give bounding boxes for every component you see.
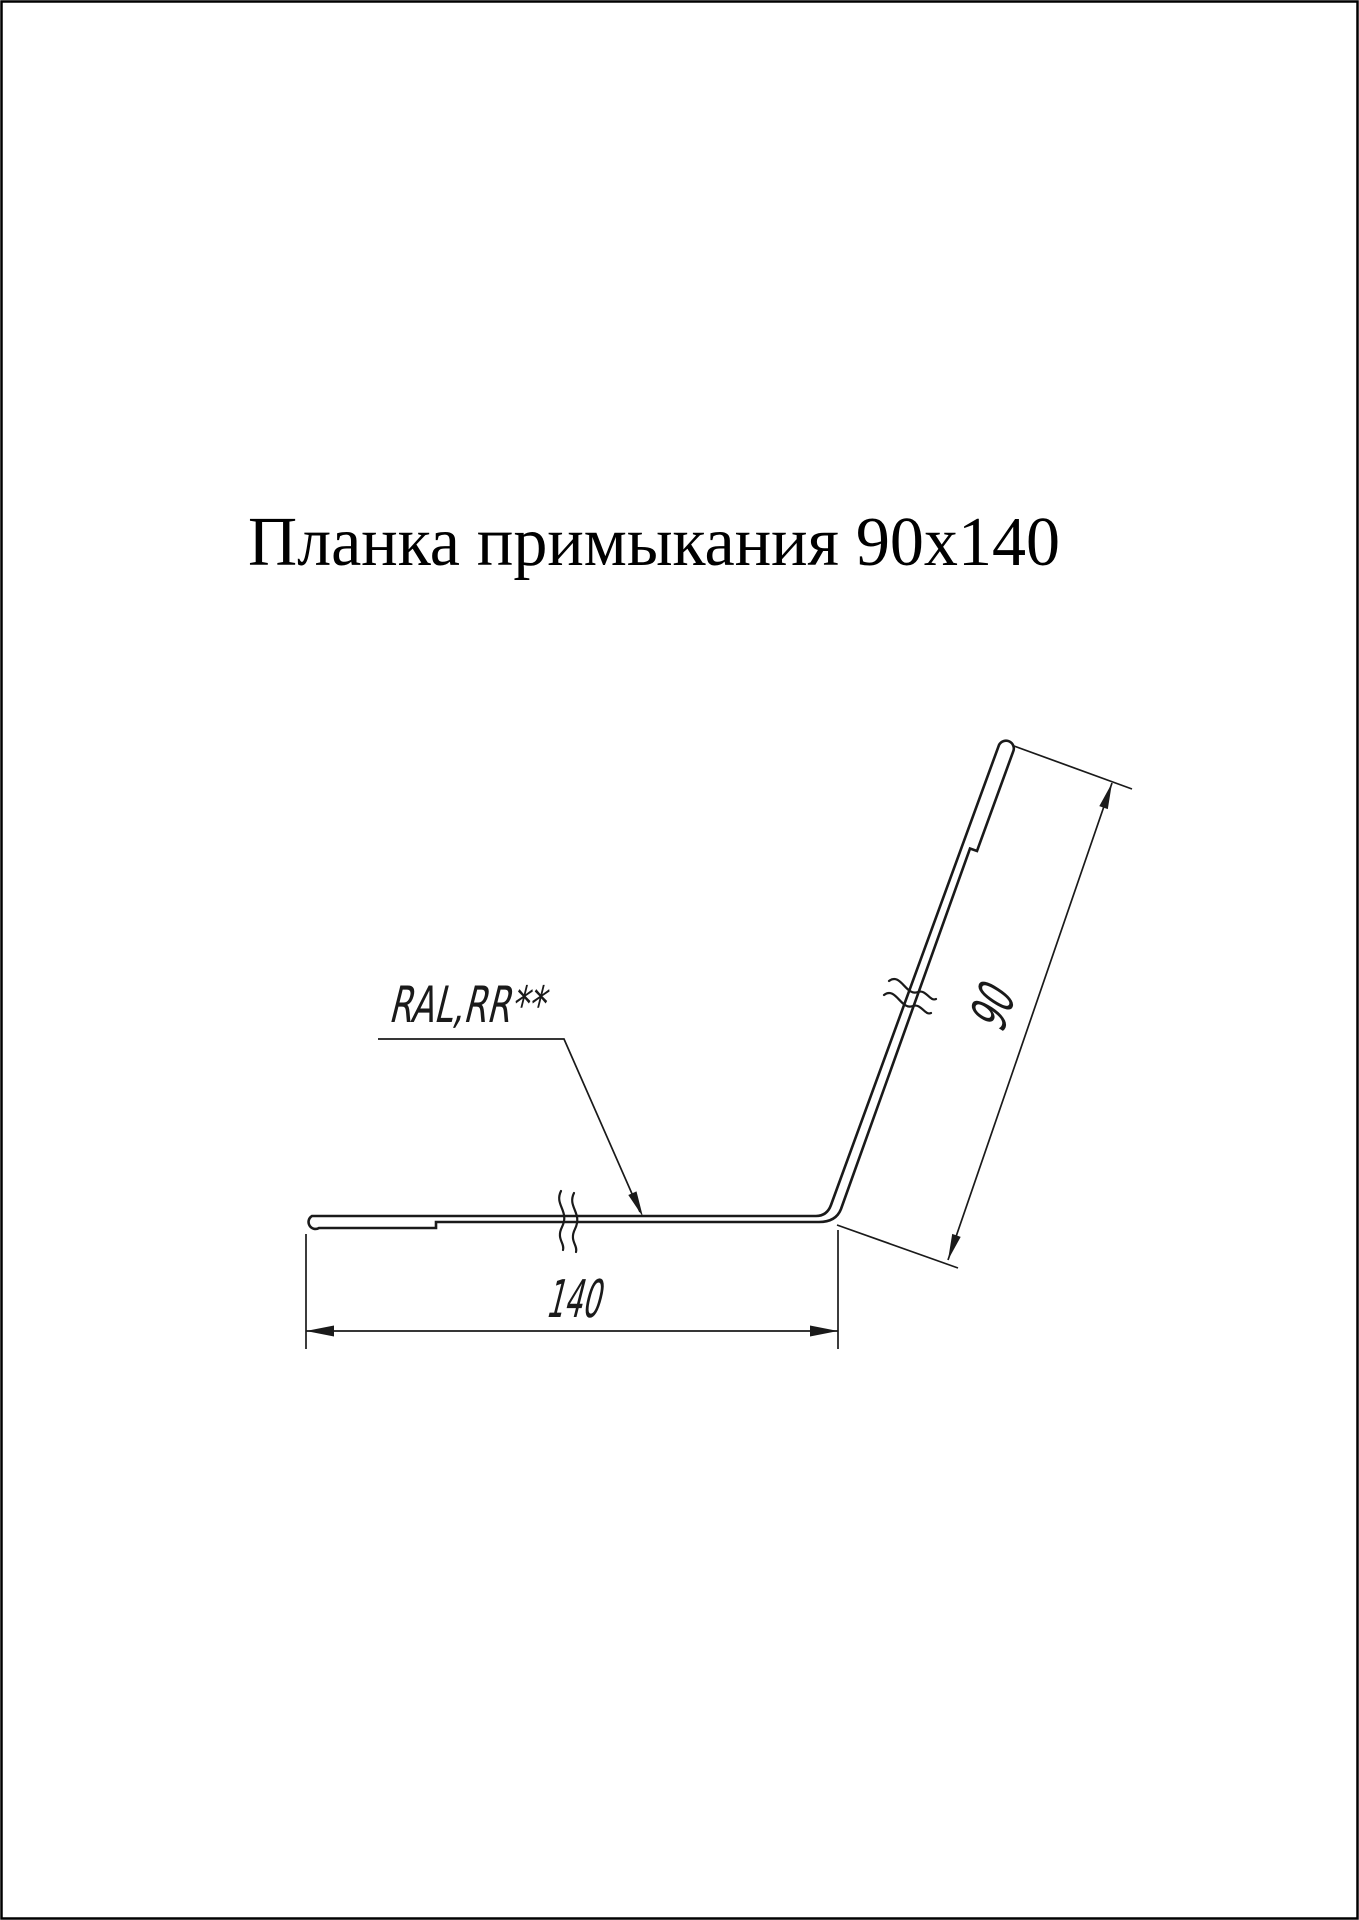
dim-90-extension-top (1014, 746, 1132, 789)
break-marks (559, 979, 936, 1252)
coating-label: RAL,RR** (385, 975, 630, 1034)
page-border (2, 2, 1358, 1919)
dim-140-value: 140 (541, 1269, 657, 1330)
page-title: Планка примыкания 90х140 (248, 504, 1060, 581)
dim-90-arrow-top (1099, 783, 1112, 809)
dim-140-arrow-right (810, 1326, 838, 1337)
break-mark-flange-left (559, 1191, 564, 1250)
dimension-140 (306, 1230, 838, 1349)
coating-leader (378, 976, 643, 1217)
dim-90-extension-bottom (837, 1225, 958, 1268)
dim-140-arrow-left (306, 1326, 334, 1337)
dim-90-value: 90 (961, 945, 1035, 1042)
leader-line (378, 1039, 640, 1212)
leader-arrowhead (628, 1191, 643, 1217)
dim-90-arrow-bottom (948, 1234, 961, 1260)
dim-90-line (948, 783, 1112, 1260)
dimension-90 (837, 746, 1132, 1268)
